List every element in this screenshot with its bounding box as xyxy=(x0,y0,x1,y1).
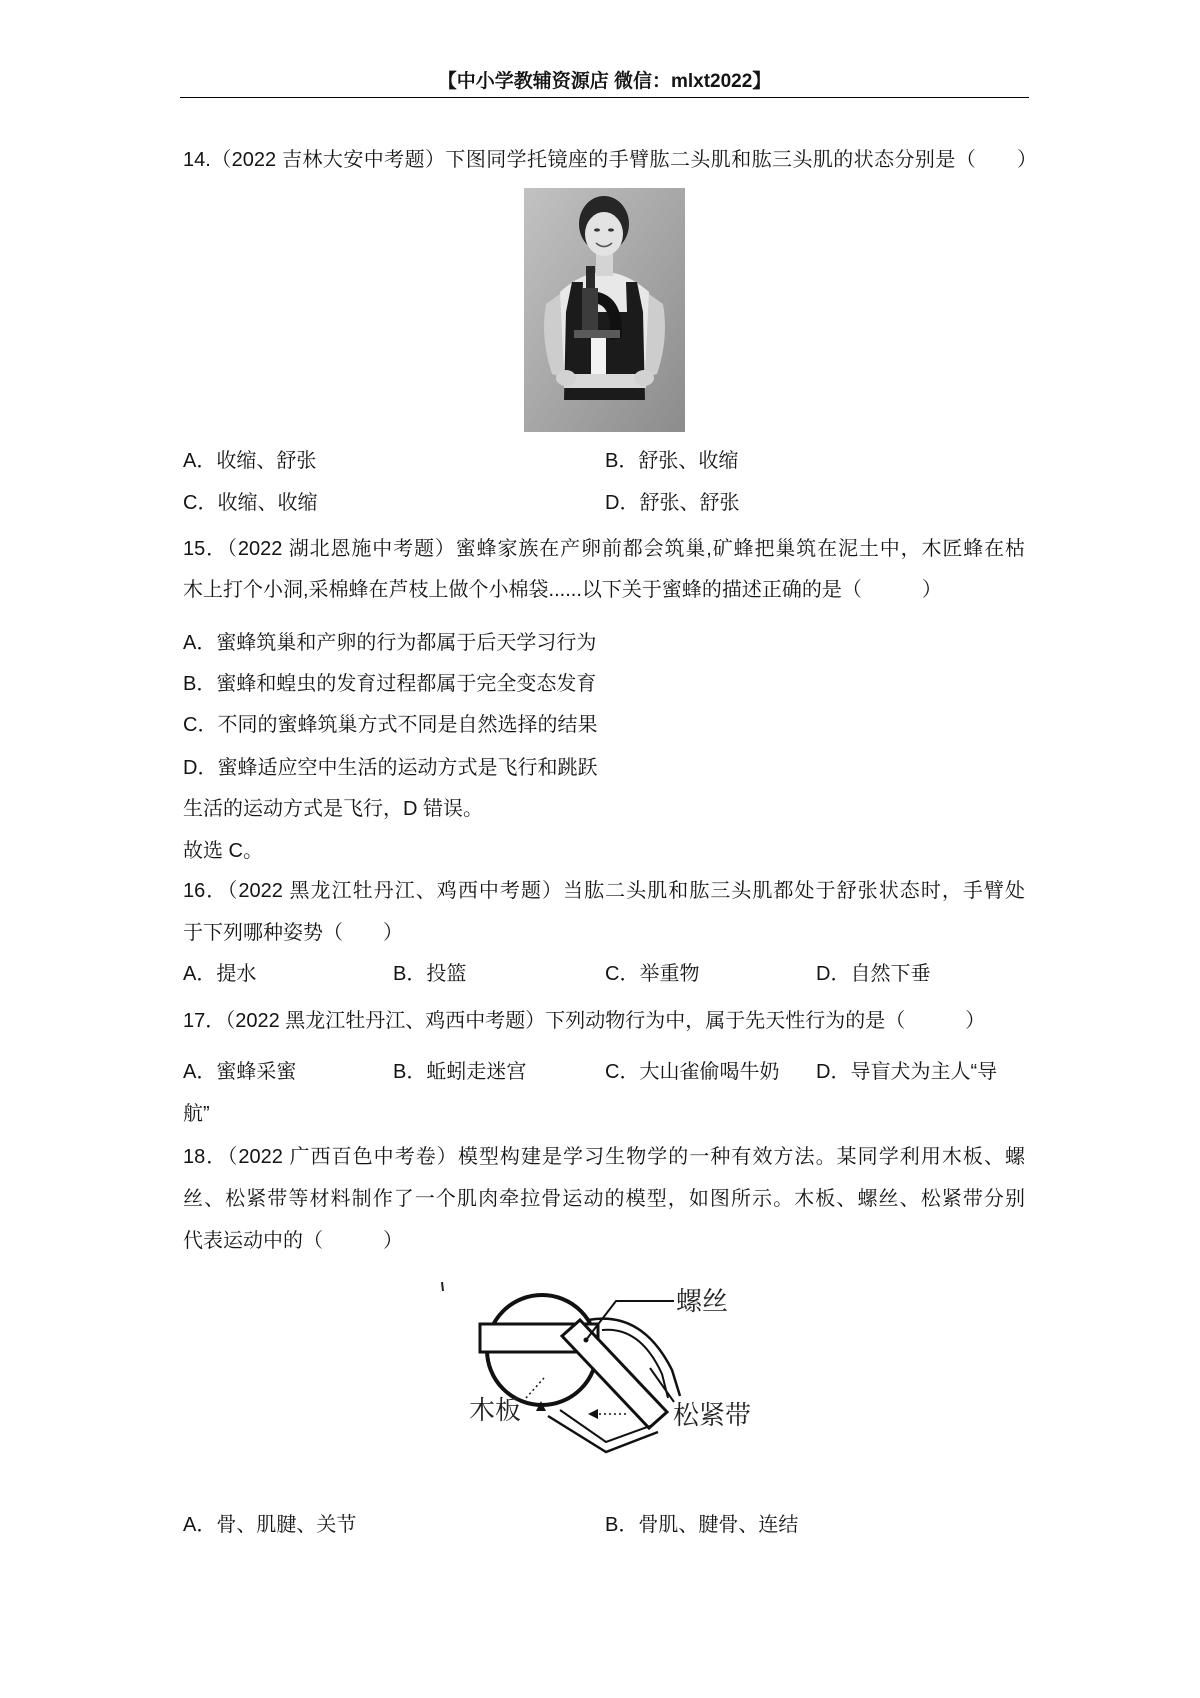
board-leader-dotted xyxy=(526,1378,544,1398)
q16-stem-line-2: 于下列哪种姿势（ ） xyxy=(183,922,403,944)
q15-option-b: B．蜜蜂和蝗虫的发育过程都属于完全变态发育 xyxy=(183,673,597,695)
q16-option-a: A．提水 xyxy=(183,963,257,985)
microscope-eyepiece xyxy=(586,266,595,290)
q17-option-a: A．蜜蜂采蜜 xyxy=(183,1061,297,1083)
label-screw: 螺丝 xyxy=(676,1287,729,1316)
angled-board xyxy=(562,1320,667,1428)
q14-figure-photo xyxy=(524,188,685,432)
q14-stem: 14.（2022 吉林大安中考题）下图同学托镜座的手臂肱二头肌和肱三头肌的状态分别是（ ） xyxy=(183,149,1037,171)
q14-option-d: D．舒张、舒张 xyxy=(605,492,740,514)
left-arrowhead xyxy=(588,1409,598,1419)
microscope-stage xyxy=(574,330,620,338)
q14-option-a: A．收缩、舒张 xyxy=(183,450,317,472)
microscope-pillar xyxy=(591,338,606,376)
q15-option-d: D．蜜蜂适应空中生活的运动方式是飞行和跳跃 xyxy=(183,757,598,779)
q18-option-a: A．骨、肌腱、关节 xyxy=(183,1514,357,1536)
q16-option-d: D．自然下垂 xyxy=(816,963,931,985)
right-eye xyxy=(608,228,614,231)
q15-option-a: A．蜜蜂筑巢和产卵的行为都属于后天学习行为 xyxy=(183,632,597,654)
right-hand xyxy=(634,370,654,386)
label-elastic-band: 松紧带 xyxy=(673,1401,752,1430)
q15-analysis-line-1: 生活的运动方式是飞行，D 错误。 xyxy=(183,798,483,820)
q14-option-b: B．舒张、收缩 xyxy=(605,450,739,472)
q15-stem-line-1: 15．（2022 湖北恩施中考题）蜜蜂家族在产卵前都会筑巢,矿蜂把巢筑在泥土中，木匠蜂在枯 xyxy=(183,538,1025,560)
header-rule xyxy=(180,97,1029,98)
header-banner: 【中小学教辅资源店 微信：mlxt2022】 xyxy=(437,71,772,92)
label-board: 木板 xyxy=(469,1396,522,1425)
q17-option-d: D．导盲犬为主人“导航” xyxy=(183,1061,998,1125)
left-eye xyxy=(594,228,600,231)
q15-analysis-line-2: 故选 C。 xyxy=(183,840,263,862)
q16-option-c: C．举重物 xyxy=(605,963,700,985)
q17-stem: 17．（2022 黑龙江牡丹江、鸡西中考题）下列动物行为中，属于先天性行为的是（ ） xyxy=(183,1010,986,1032)
q14-option-c: C．收缩、收缩 xyxy=(183,492,318,514)
stray-mark xyxy=(442,1282,443,1291)
left-hand xyxy=(556,370,576,386)
q18-figure-muscle-bone-model xyxy=(436,1270,766,1460)
q16-option-b: B．投篮 xyxy=(393,963,467,985)
microscope-base xyxy=(564,374,646,388)
q15-stem-line-2: 木上打个小洞,采棉蜂在芦枝上做个小棉袋......以下关于蜜蜂的描述正确的是（ ） xyxy=(183,579,942,601)
q15-option-c: C．不同的蜜蜂筑巢方式不同是自然选择的结果 xyxy=(183,714,598,736)
q18-stem-line-1: 18．（2022 广西百色中考卷）模型构建是学习生物学的一种有效方法。某同学利用木板、螺 xyxy=(183,1146,1025,1168)
q18-option-b: B．骨肌、腱骨、连结 xyxy=(605,1514,799,1536)
q16-stem-line-1: 16．（2022 黑龙江牡丹江、鸡西中考题）当肱二头肌和肱三头肌都处于舒张状态时，手臂处 xyxy=(183,880,1025,902)
microscope-tube xyxy=(582,288,598,330)
q17-option-b: B．蚯蚓走迷宫 xyxy=(393,1061,527,1083)
q18-stem-line-3: 代表运动中的（ ） xyxy=(183,1230,403,1252)
q17-option-c: C．大山雀偷喝牛奶 xyxy=(605,1061,780,1083)
face xyxy=(585,212,623,256)
q18-stem-line-2: 丝、松紧带等材料制作了一个肌肉牵拉骨运动的模型，如图所示。木板、螺丝、松紧带分别 xyxy=(183,1188,1025,1210)
